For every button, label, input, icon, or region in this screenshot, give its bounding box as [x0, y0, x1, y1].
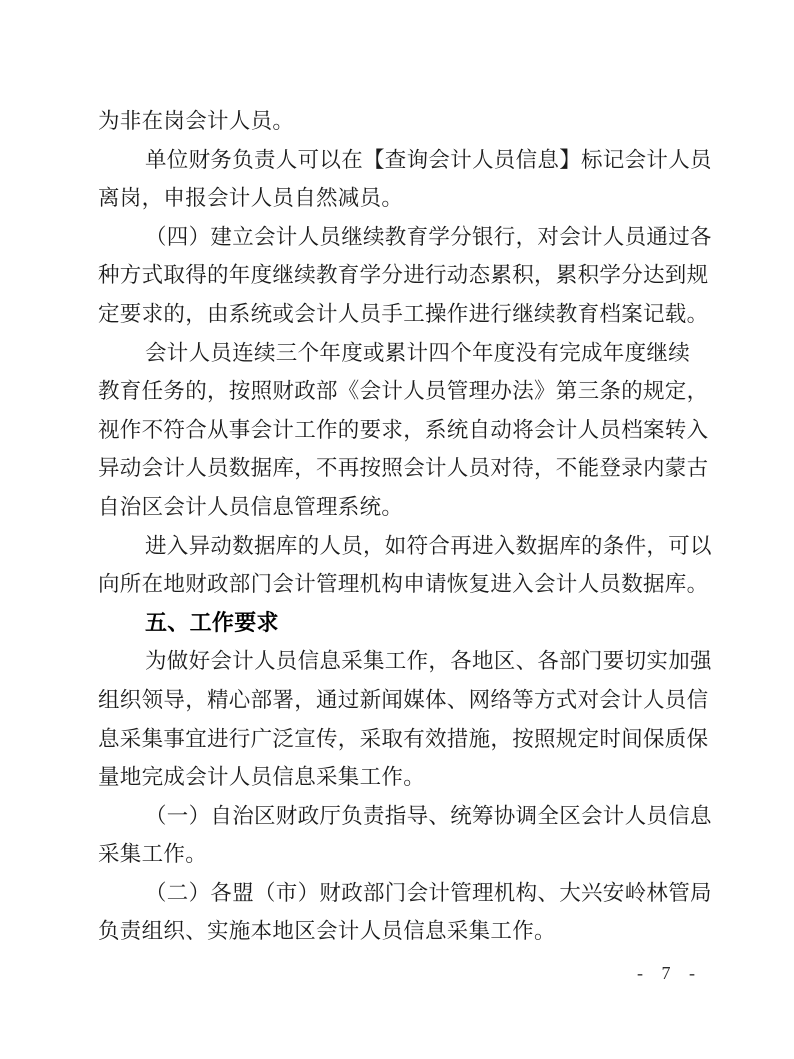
text-line: 教育任务的，按照财政部《会计人员管理办法》第三条的规定， [98, 379, 709, 404]
text-line: 异动会计人员数据库，不再按照会计人员对待，不能登录内蒙古 [98, 456, 709, 481]
text-line: （一）自治区财政厅负责指导、统筹协调全区会计人员信息 [145, 803, 712, 828]
text-line: 采集工作。 [98, 842, 208, 867]
text-line: 负责组织、实施本地区会计人员信息采集工作。 [98, 919, 556, 944]
page-number: - 7 - [637, 963, 702, 983]
text-line: 会计人员连续三个年度或累计四个年度没有完成年度继续 [145, 340, 691, 365]
text-line: （二）各盟（市）财政部门会计管理机构、大兴安岭林管局 [145, 880, 712, 905]
text-line: 进入异动数据库的人员，如符合再进入数据库的条件，可以 [145, 533, 712, 558]
text-line: 息采集事宜进行广泛宣传，采取有效措施，按照规定时间保质保 [98, 726, 709, 751]
text-line: 组织领导，精心部署，通过新闻媒体、网络等方式对会计人员信 [98, 687, 709, 712]
text-line: 离岗，申报会计人员自然减员。 [98, 186, 404, 211]
text-line: 视作不符合从事会计工作的要求，系统自动将会计人员档案转入 [98, 417, 709, 442]
text-line: 定要求的，由系统或会计人员手工操作进行继续教育档案记载。 [98, 301, 709, 326]
text-line: 量地完成会计人员信息采集工作。 [98, 765, 426, 790]
text-line: 单位财务负责人可以在【查询会计人员信息】标记会计人员 [145, 147, 712, 172]
text-line: 向所在地财政部门会计管理机构申请恢复进入会计人员数据库。 [98, 572, 709, 597]
document-body [98, 102, 712, 951]
text-line: 为非在岗会计人员。 [98, 109, 295, 133]
text-line: （四）建立会计人员继续教育学分银行，对会计人员通过各 [145, 224, 712, 249]
text-line: 为做好会计人员信息采集工作，各地区、各部门要切实加强 [145, 649, 712, 674]
section-heading: 五、工作要求 [145, 609, 279, 635]
text-line: 种方式取得的年度继续教育学分进行动态累积，累积学分达到规 [98, 263, 709, 288]
text-line: 自治区会计人员信息管理系统。 [98, 494, 404, 519]
